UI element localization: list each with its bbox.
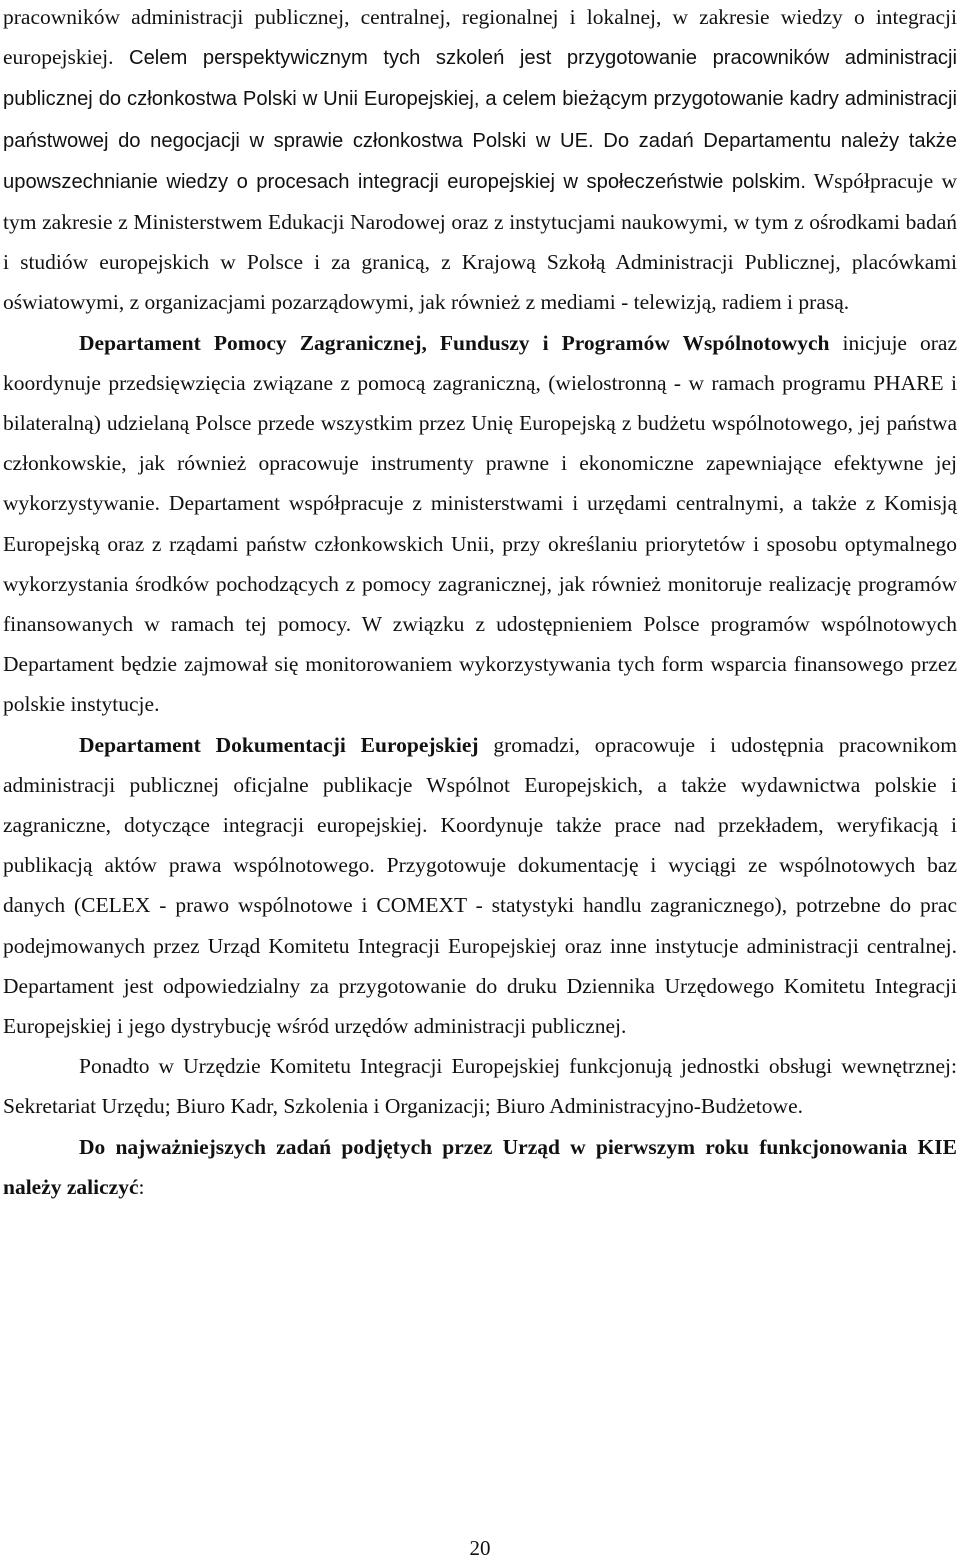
paragraph-tail-text: Współpracuje w tym zakresie z Ministerstwem Edukacji Narodowej oraz z instytucjami naukowymi, w tym z ośrodkami badań i studiów europejskich w Polsce i za granicą, z Krajową Szkołą Administracji Publicznej, placówkami oświatowymi, z organizacjami pozarządowymi, jak również z mediami - telewizją, radiem i prasą.: [3, 168, 957, 315]
paragraph-training-and-knowledge: [3, 0, 957, 323]
paragraph-body-text: inicjuje oraz koordynuje przedsięwzięcia związane z pomocą zagraniczną, (wielostronną - w ramach programu PHARE i bilateralną) udzielaną Polsce przede wszystkim przez Unię Europejską z budżetu wspólnotowego, jej państwa członkowskie, jak również opracowuje instrumenty prawne i ekonomiczne zapewniające efektywne jej wykorzystywanie. Departament współpracuje z ministerstwami i urzędami centralnymi, a także z Komisją Europejską oraz z rządami państw członkowskich Unii, przy określaniu priorytetów i sposobu optymalnego wykorzystania środków pochodzących z pomocy zagranicznej, jak również monitoruje realizację programów finansowanych w ramach tej pomocy. W związku z udostępnieniem Polsce programów wspólnotowych Departament będzie zajmował się monitorowaniem wykorzystywania tych form wsparcia finansowego przez polskie instytucje.: [3, 330, 957, 717]
paragraph-sans-text: Celem perspektywicznym tych szkoleń jest przygotowanie pracowników administracji publicznej do członkostwa Polski w Unii Europejskiej, a celem bieżącym przygotowanie kadry administracji państwowej do negocjacji w sprawie członkostwa Polski w UE. Do zadań Departamentu należy także upowszechnianie wiedzy o procesach integracji europejskiej w społeczeństwie polskim.: [3, 47, 957, 193]
department-heading-foreign-aid: Departament Pomocy Zagranicznej, Funduszy i Programów Wspólnotowych: [79, 330, 830, 355]
key-tasks-heading: Do najważniejszych zadań podjętych przez Urząd w pierwszym roku funkcjonowania KIE należy zaliczyć: [3, 1134, 957, 1199]
paragraph-body-text: gromadzi, opracowuje i udostępnia pracownikom administracji publicznej oficjalne publikacje Wspólnot Europejskich, a także wydawnictwa polskie i zagraniczne, dotyczące integracji europejskiej. Koordynuje także prace nad przekładem, weryfikacją i publikacją aktów prawa wspólnotowego. Przygotowuje dokumentację i wyciągi ze wspólnotowych baz danych (CELEX - prawo wspólnotowe i COMEXT - statystyki handlu zagranicznego), potrzebne do prac podejmowanych przez Urząd Komitetu Integracji Europejskiej oraz inne instytucje administracji centralnej. Departament jest odpowiedzialny za przygotowanie do druku Dziennika Urzędowego Komitetu Integracji Europejskiej i jego dystrybucję wśród urzędów administracji publicznej.: [3, 732, 957, 1039]
page-number: 20: [469, 1536, 491, 1560]
document-page: [3, 0, 957, 1207]
paragraph-key-tasks-intro: [3, 1127, 957, 1207]
paragraph-body-text: Ponadto w Urzędzie Komitetu Integracji Europejskiej funkcjonują jednostki obsługi wewnętrznej: Sekretariat Urzędu; Biuro Kadr, Szkolenia i Organizacji; Biuro Administracyjno-Budżetowe.: [3, 1054, 957, 1119]
paragraph-internal-units: [3, 1046, 957, 1126]
paragraph-lead-text: pracowników administracji publicznej, centralnej, regionalnej i lokalnej, w zakresie wiedzy o integracji europejskiej.: [3, 5, 957, 70]
department-heading-documentation: Departament Dokumentacji Europejskiej: [79, 732, 479, 757]
paragraph-foreign-aid-department: [3, 323, 957, 725]
paragraph-documentation-department: [3, 725, 957, 1047]
paragraph-tail-text: :: [138, 1174, 145, 1199]
